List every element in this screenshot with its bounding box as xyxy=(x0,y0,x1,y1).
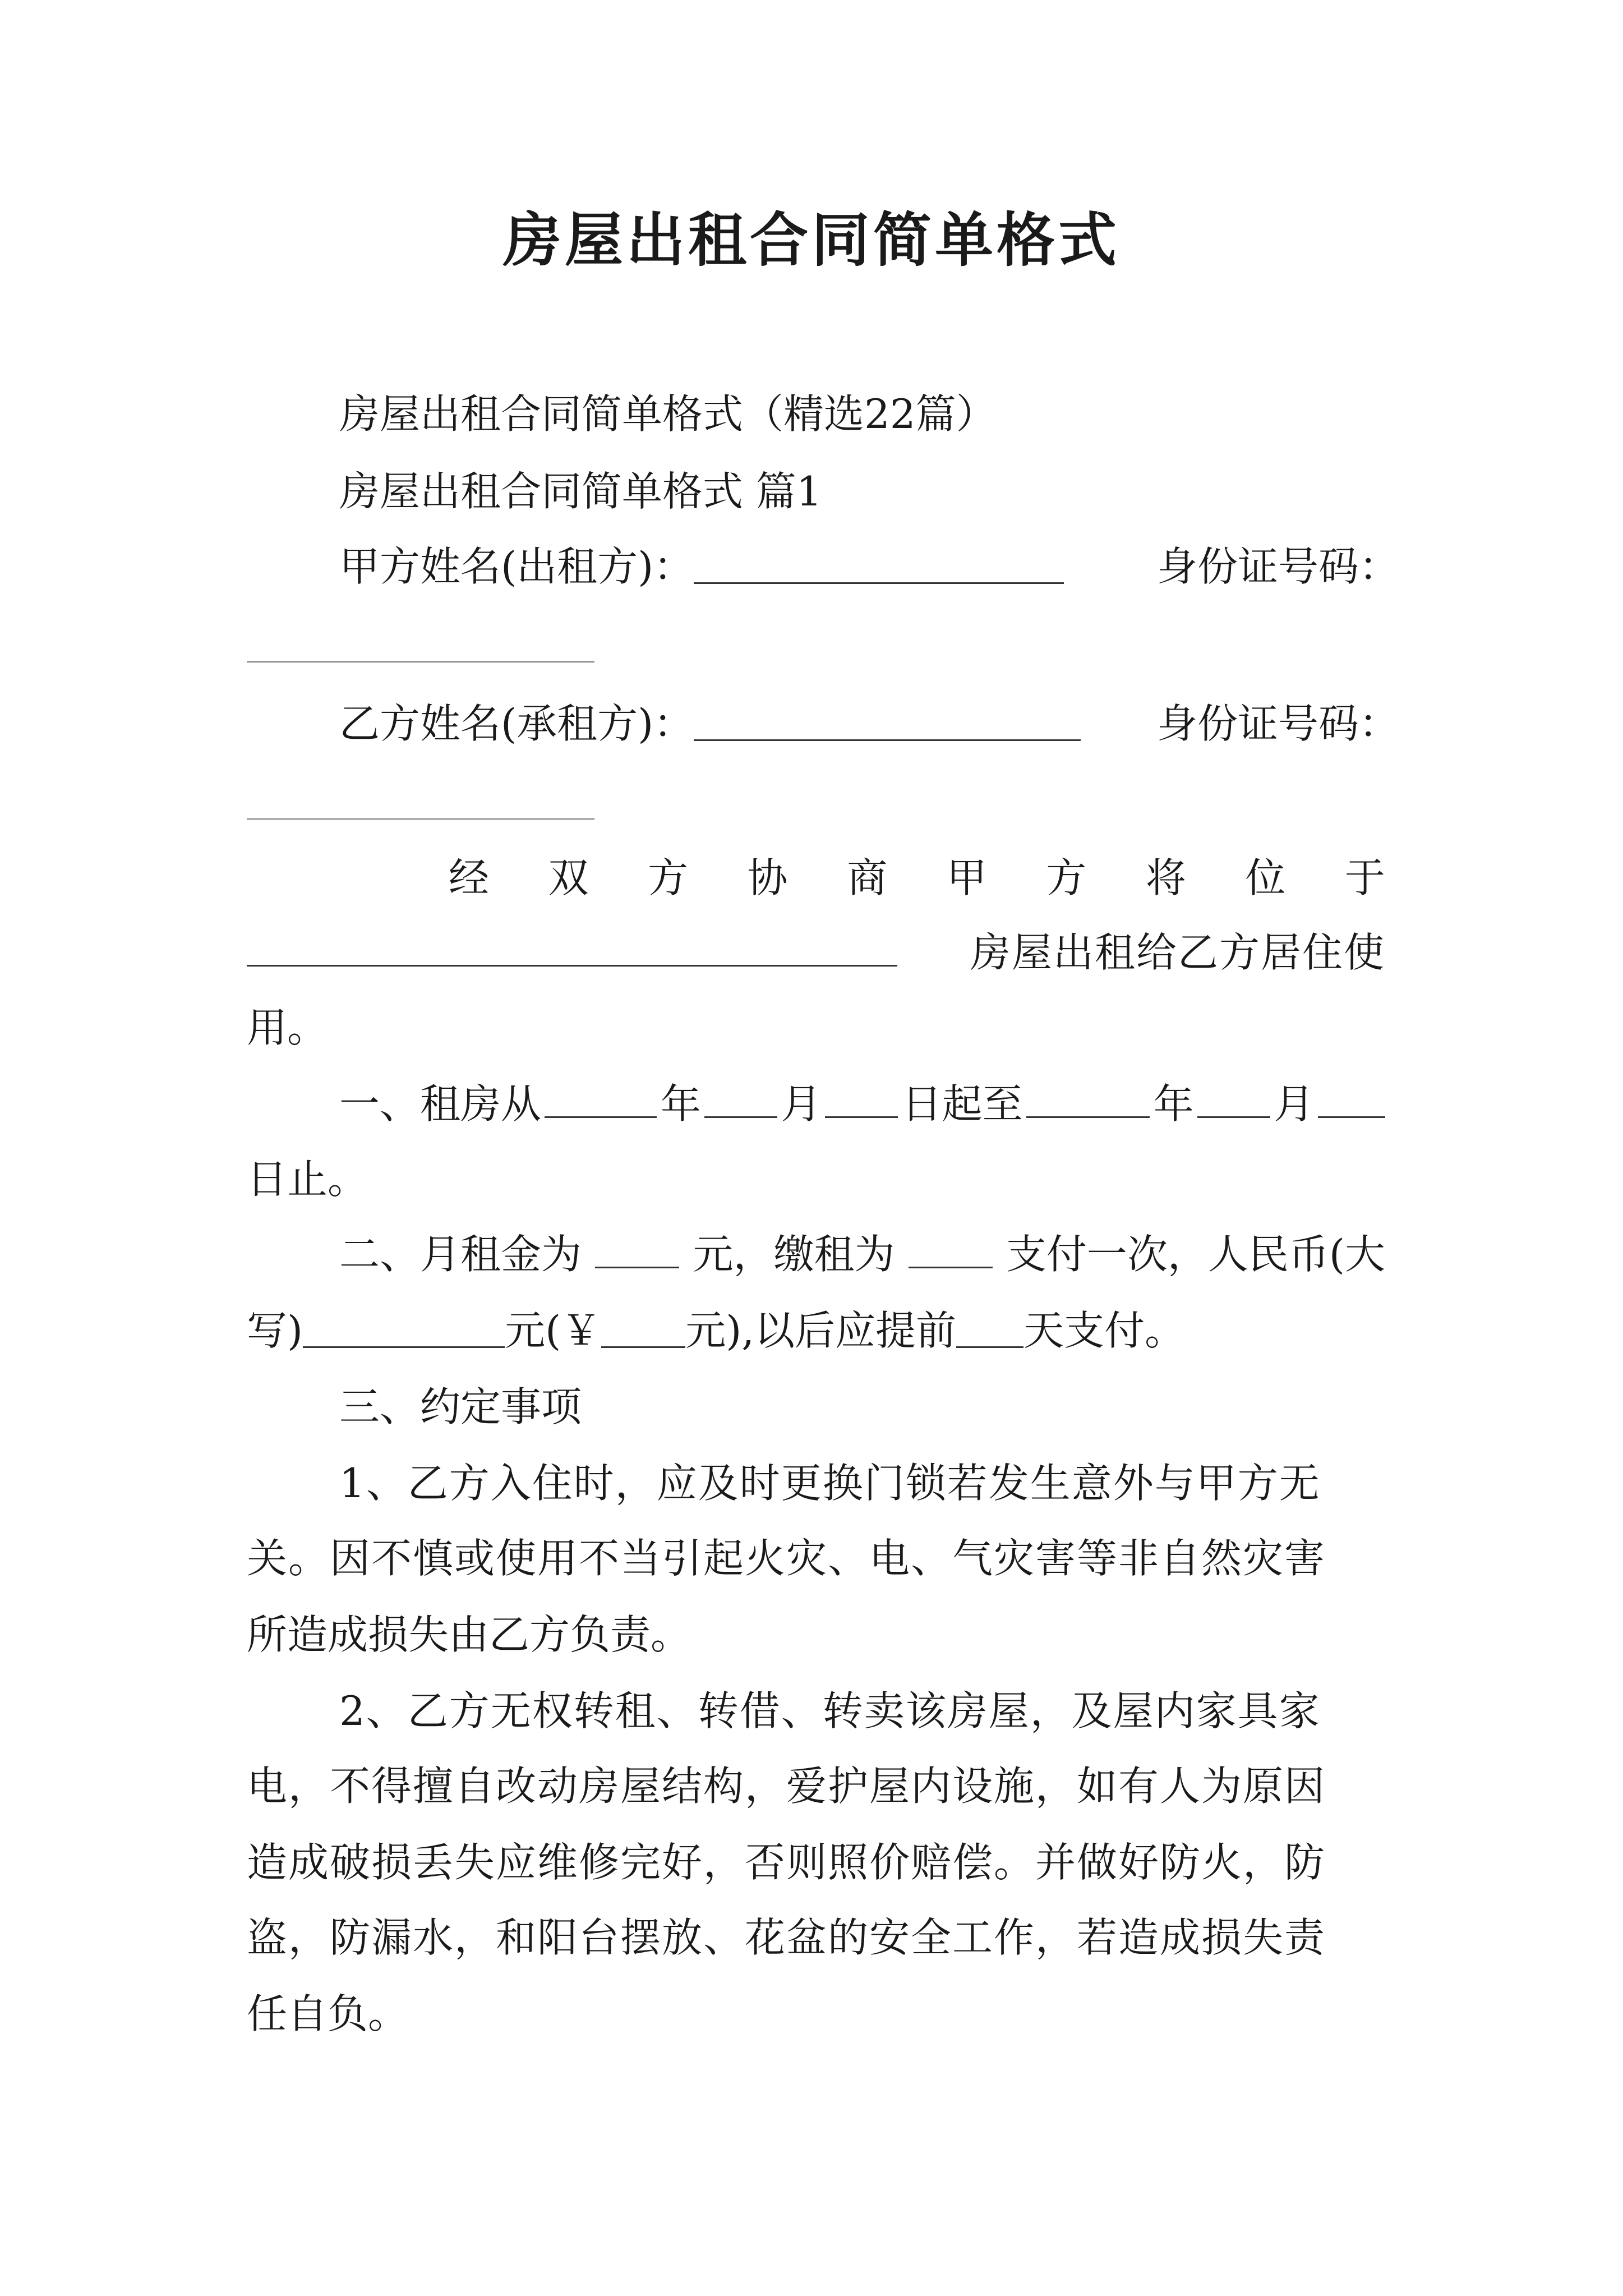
agree-char: 方 xyxy=(1046,854,1087,901)
agree-char: 位 xyxy=(1245,854,1286,901)
rent-yuan-label: 元(￥ xyxy=(505,1307,602,1354)
rent-line-2 xyxy=(247,1303,1385,1359)
agreed-items-heading: 三、约定事项 xyxy=(339,1383,582,1430)
item2-line4: 盗，防漏水，和阳台摆放、花盆的安全工作，若造成损失责 xyxy=(247,1914,1326,1961)
month-label: 月 xyxy=(781,1080,822,1128)
term-end-text: 日止。 xyxy=(247,1156,368,1203)
agree-char: 协 xyxy=(747,854,788,901)
agree-char: 商 xyxy=(847,854,888,901)
year-label: 年 xyxy=(660,1080,701,1128)
item2-line5: 任自负。 xyxy=(247,1990,409,2037)
section-heading: 房屋出租合同简单格式 篇1 xyxy=(339,468,822,515)
term-line xyxy=(339,1076,1385,1132)
item2-line1: 2、乙方无权转租、转借、转卖该房屋，及屋内家具家 xyxy=(339,1687,1321,1734)
agree-char: 将 xyxy=(1145,854,1186,901)
item2-line3: 造成破损丢失应维修完好，否则照价赔偿。并做好防火，防 xyxy=(247,1839,1326,1886)
monthly-rent-blank[interactable] xyxy=(595,1227,679,1268)
agree-char: 经 xyxy=(449,854,490,901)
end-day-blank[interactable] xyxy=(1318,1077,1385,1118)
party-b-id-blank[interactable] xyxy=(247,779,594,820)
rent-words-blank[interactable] xyxy=(303,1307,505,1348)
advance-days-blank[interactable] xyxy=(956,1307,1023,1348)
item2-line2: 电，不得擅自改动房屋结构，爱护屋内设施，如有人为原因 xyxy=(247,1763,1326,1810)
rent-advance-label: 元),以后应提前 xyxy=(685,1307,957,1354)
item1-line2: 关。因不慎或使用不当引起火灾、电、气灾害等非自然灾害 xyxy=(247,1535,1326,1582)
lease-to-b-text: 房屋出租给乙方居住使 xyxy=(970,929,1385,976)
day-start-label: 日起至 xyxy=(901,1080,1023,1128)
party-a-id-line xyxy=(247,617,1385,673)
document-subtitle: 房屋出租合同简单格式（精选22篇） xyxy=(339,390,997,438)
party-b-id-line xyxy=(247,774,1385,830)
monthly-rent-label: 二、月租金为 xyxy=(339,1231,582,1278)
end-year-blank[interactable] xyxy=(1026,1077,1150,1118)
start-month-blank[interactable] xyxy=(704,1077,777,1118)
agree-char: 方 xyxy=(648,854,689,901)
party-a-id-blank[interactable] xyxy=(247,622,594,662)
agree-char: 双 xyxy=(548,854,589,901)
party-b-name-blank[interactable] xyxy=(694,700,1081,741)
rent-line-1 xyxy=(339,1226,1385,1282)
end-month-blank[interactable] xyxy=(1197,1077,1270,1118)
term-start-label: 一、租房从 xyxy=(339,1080,542,1128)
document-title: 房屋出租合同简单格式 xyxy=(502,205,1120,274)
item1-line1: 1、乙方入住时，应及时更换门锁若发生意外与甲方无 xyxy=(339,1460,1321,1507)
party-b-row xyxy=(339,696,1399,752)
party-a-row xyxy=(339,539,1399,595)
start-day-blank[interactable] xyxy=(825,1077,898,1118)
rent-figure-blank[interactable] xyxy=(601,1307,685,1348)
rent-period-blank[interactable] xyxy=(909,1227,993,1268)
party-a-id-label: 身份证号码： xyxy=(1156,543,1399,590)
use-end-text: 用。 xyxy=(247,1004,328,1051)
agreement-spread-line xyxy=(449,850,1385,906)
agree-char: 甲 xyxy=(946,854,987,901)
address-blank[interactable] xyxy=(247,926,897,967)
rent-days-label: 天支付。 xyxy=(1023,1307,1186,1354)
party-b-id-label: 身份证号码： xyxy=(1156,700,1399,747)
party-a-label: 甲方姓名(出租方)： xyxy=(339,543,694,590)
month-label: 月 xyxy=(1274,1080,1315,1128)
party-b-label: 乙方姓名(承租方)： xyxy=(339,700,694,747)
item1-line3: 所造成损失由乙方负责。 xyxy=(247,1611,691,1658)
year-label: 年 xyxy=(1153,1080,1194,1128)
rent-pay-text: 支付一次，人民币(大 xyxy=(1006,1231,1385,1278)
address-line xyxy=(247,924,1385,981)
rent-period-label: 元，缴租为 xyxy=(693,1231,895,1278)
start-year-blank[interactable] xyxy=(545,1077,657,1118)
agree-char: 于 xyxy=(1344,854,1385,901)
party-a-name-blank[interactable] xyxy=(694,543,1064,584)
rent-write-label: 写) xyxy=(247,1307,303,1354)
